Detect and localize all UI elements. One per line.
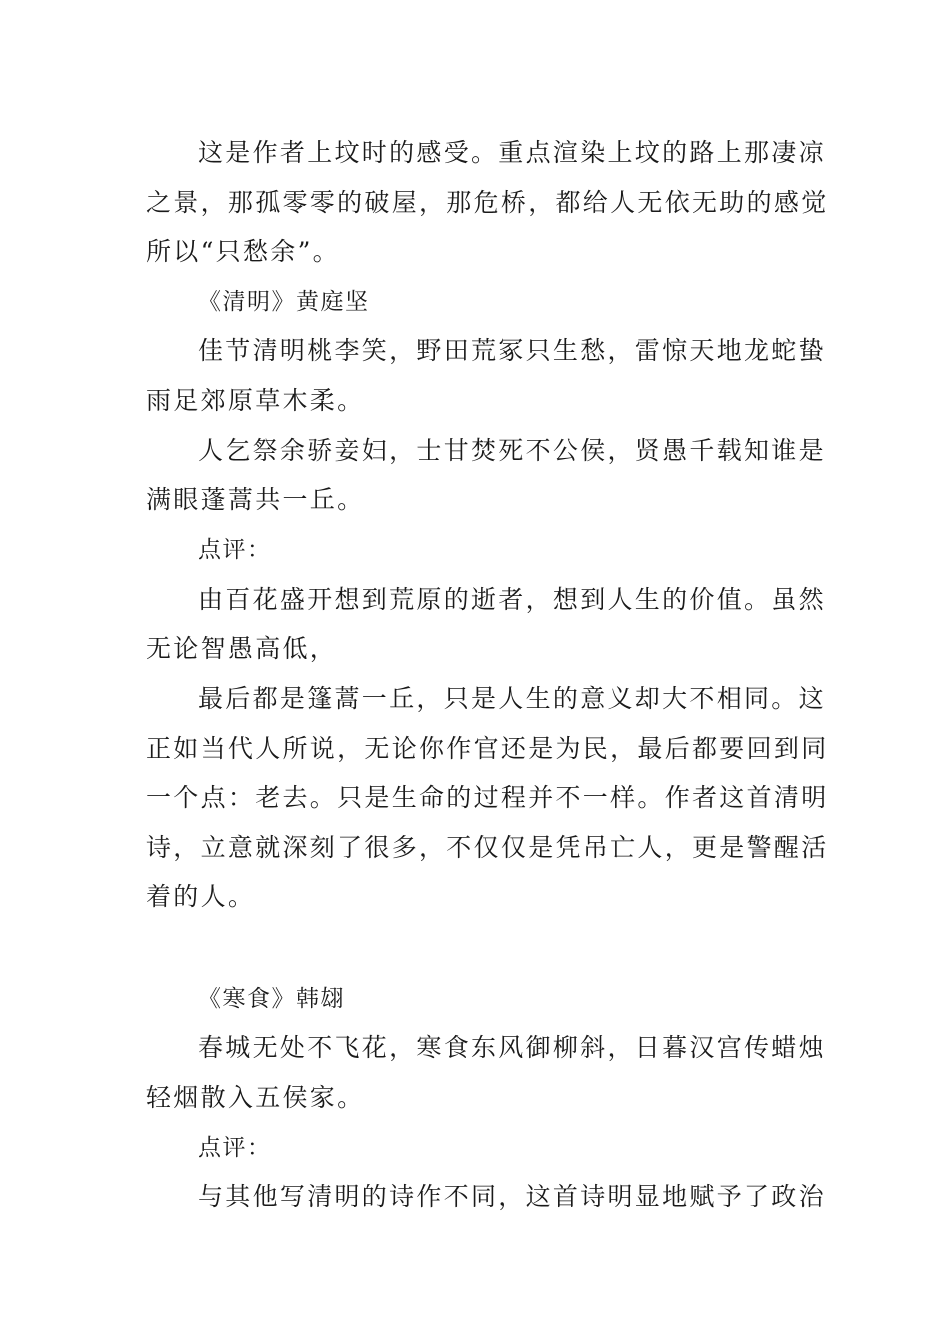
paragraph-line: 所以“只愁余”。: [146, 237, 340, 266]
poem-line: 人乞祭余骄妾妇，士甘焚死不公侯，贤愚千载知谁是: [198, 436, 826, 465]
poem-line: 春城无处不飞花，寒食东风御柳斜，日暮汉宫传蜡烛: [198, 1033, 826, 1062]
paragraph-line: 诗，立意就深刻了很多，不仅仅是凭吊亡人，更是警醒活: [146, 833, 829, 862]
paragraph-line: 无论智愚高低，: [146, 634, 338, 663]
poem-title: 《寒食》韩翃: [198, 986, 345, 1012]
paragraph-line: 一个点：老去。只是生命的过程并不一样。作者这首清明: [146, 783, 829, 812]
paragraph-line: 正如当代人所说，无论你作官还是为民，最后都要回到同: [146, 734, 829, 763]
paragraph-line: 由百花盛开想到荒原的逝者，想到人生的价值。虽然: [198, 585, 826, 614]
poem-line: 轻烟散入五侯家。: [146, 1083, 365, 1112]
comment-label: 点评：: [198, 537, 272, 563]
paragraph-line: 之景，那孤零零的破屋，那危桥，都给人无依无助的感觉: [146, 188, 829, 217]
comment-label: 点评：: [198, 1135, 272, 1161]
paragraph-line: 最后都是篷蒿一丘，只是人生的意义却大不相同。这: [198, 684, 826, 713]
paragraph-line: 这是作者上坟时的感受。重点渲染上坟的路上那凄凉: [198, 138, 826, 167]
paragraph-line: 着的人。: [146, 882, 256, 911]
poem-line: 佳节清明桃李笑，野田荒冢只生愁，雷惊天地龙蛇蛰: [198, 336, 826, 365]
poem-line: 满眼蓬蒿共一丘。: [146, 485, 365, 514]
poem-title: 《清明》黄庭坚: [198, 289, 370, 315]
poem-line: 雨足郊原草木柔。: [146, 386, 365, 415]
paragraph-line: 与其他写清明的诗作不同，这首诗明显地赋予了政治: [198, 1182, 826, 1211]
